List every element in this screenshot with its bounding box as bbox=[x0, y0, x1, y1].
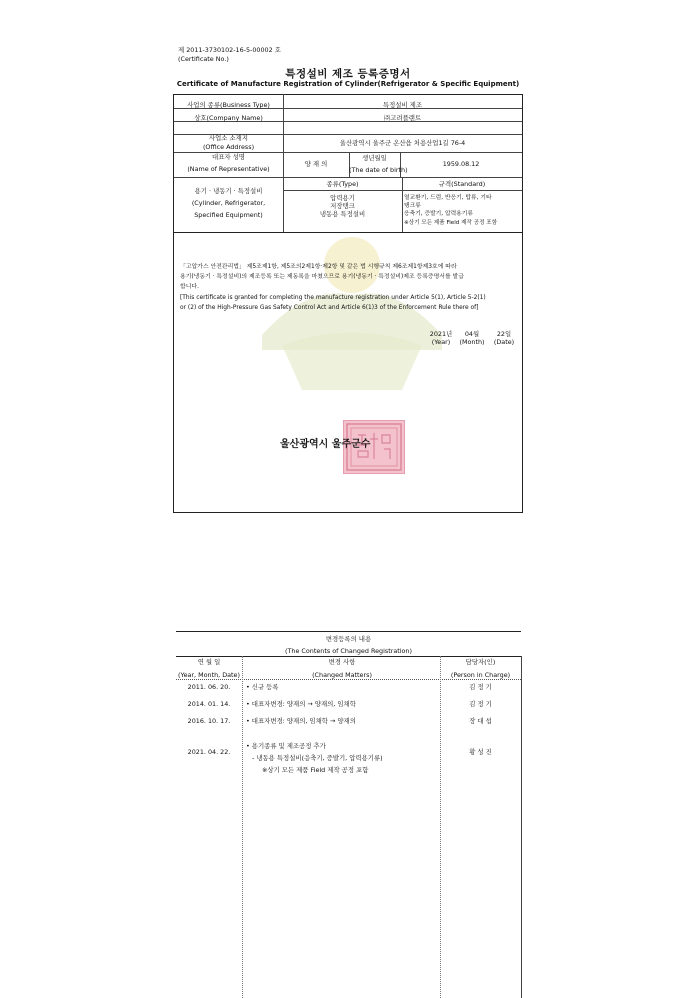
column-header-person-en: (Person in Charge) bbox=[450, 671, 511, 679]
change-person: 장 대 섭 bbox=[469, 717, 492, 725]
change-date: 2021. 04. 22. bbox=[187, 748, 231, 756]
standard-item: 열교환기, 드럼, 반응기, 탑류, 기타 bbox=[404, 195, 492, 201]
issue-day: 22일 bbox=[496, 330, 512, 338]
divider bbox=[176, 656, 521, 657]
change-matter: • 대표자변경: 양재의, 임채학 → 양재의 bbox=[246, 717, 356, 725]
change-date: 2014. 01. 14. bbox=[187, 700, 231, 708]
change-matter: • 용기종류 및 제조공정 추가 bbox=[246, 742, 326, 750]
equipment-label-en-1: (Cylinder, Refrigerator, bbox=[191, 199, 266, 207]
birth-date-label: 생년월일 bbox=[362, 154, 387, 162]
certificate-number-line: 제 2011-3730102-16-5-00002 호 bbox=[178, 46, 281, 54]
divider bbox=[174, 177, 522, 178]
business-type-value: 특정설비 제조 bbox=[382, 101, 423, 109]
issue-month: 04월 bbox=[464, 330, 480, 338]
change-person: 김 정 기 bbox=[469, 683, 492, 691]
change-matter: • 대표자변경: 양재의 → 양재의, 임채학 bbox=[246, 700, 356, 708]
representative-value: 양 재 의 bbox=[304, 160, 328, 168]
changes-title-english: (The Contents of Changed Registration) bbox=[285, 647, 412, 655]
changes-top-rule bbox=[176, 631, 521, 632]
certificate-body-ko: 합니다. bbox=[180, 284, 199, 290]
certificate-body-en: or (2) of the High-Pressure Gas Safety Control Act and Article 6(1)3 of the Enforcement Rule there of] bbox=[180, 305, 479, 311]
standard-item: 탱크류 bbox=[404, 203, 421, 209]
column-header-date-en: (Year, Month, Date) bbox=[178, 671, 240, 679]
change-person: 황 성 진 bbox=[469, 748, 492, 756]
representative-label: 대표자 성명 bbox=[212, 153, 245, 161]
representative-label-en: (Name of Representative) bbox=[187, 165, 270, 173]
column-header-matter: 변경 사항 bbox=[328, 658, 356, 666]
column-divider bbox=[242, 656, 243, 998]
certificate-number bbox=[178, 46, 281, 63]
column-header-matter-en: (Changed Matters) bbox=[312, 671, 372, 679]
change-matter-detail: - 냉동용 특정설비(응축기, 증발기, 압력용기류) bbox=[252, 754, 383, 762]
office-address-value: 울산광역시 울주군 온산읍 처용산업1길 76-4 bbox=[339, 139, 466, 147]
company-name-value: ㈜고려플랜트 bbox=[383, 114, 422, 122]
change-matter-note: ※상기 모든 제품 Field 제작 공정 포함 bbox=[262, 766, 369, 774]
type-item: 저장탱크 bbox=[330, 202, 355, 210]
equipment-label: 용기 · 냉동기 · 특정설비 bbox=[194, 187, 263, 195]
office-address-label-en: (Office Address) bbox=[202, 143, 255, 151]
issuer-name: 울산광역시 울주군수 bbox=[280, 439, 371, 450]
birth-date-value: 1959.08.12 bbox=[442, 160, 480, 168]
certificate-title-korean: 특정설비 제조 등록증명서 bbox=[285, 68, 411, 80]
divider bbox=[174, 232, 522, 233]
certificate-body-ko: 「고압가스 안전관리법」 제5조제1항, 제5조의2제1항·제2항 및 같은 법 시행규칙 제6조제1항제3호에 따라 bbox=[180, 264, 457, 270]
certificate-number-label: (Certificate No.) bbox=[178, 54, 229, 63]
certificate-body-en: [This certificate is granted for completing the manufacture registration under Article 5(1), Article 5-2(1) bbox=[180, 295, 486, 301]
changes-title-korean: 변경등록의 내용 bbox=[325, 635, 372, 643]
standard-header: 규격(Standard) bbox=[438, 180, 486, 188]
equipment-label-en-2: Specified Equipment) bbox=[194, 211, 263, 219]
type-item: 냉동용 특정설비 bbox=[319, 210, 366, 218]
company-name-label: 상호(Company Name) bbox=[194, 114, 263, 122]
standard-item: 응축기, 증발기, 압력용기류 bbox=[404, 211, 473, 217]
column-divider bbox=[521, 656, 522, 998]
divider bbox=[176, 679, 521, 680]
change-date: 2016. 10. 17. bbox=[187, 717, 231, 725]
issue-year: 2021년 bbox=[429, 330, 453, 338]
office-address-label: 사업소 소재지 bbox=[208, 134, 249, 142]
business-type-label: 사업의 종류(Business Type) bbox=[187, 101, 270, 109]
issue-day-label: (Date) bbox=[493, 338, 515, 346]
birth-date-label-en: (The date of birth) bbox=[349, 166, 408, 174]
change-date: 2011. 06. 20. bbox=[187, 683, 231, 691]
type-header: 종류(Type) bbox=[326, 180, 359, 188]
certificate-body-ko: 용기(냉동기 · 특정설비)의 제조등록 또는 제동록을 마쳤으므로 용기(냉동기 · 특정설비)제조 등록증명서를 발급 bbox=[180, 274, 464, 280]
change-person: 김 정 기 bbox=[469, 700, 492, 708]
type-item: 압력용기 bbox=[330, 194, 355, 202]
column-header-person: 담당자(인) bbox=[465, 658, 496, 666]
issue-year-label: (Year) bbox=[431, 338, 451, 346]
change-matter: • 신규 등록 bbox=[246, 683, 279, 691]
issue-month-label: (Month) bbox=[459, 338, 485, 346]
standard-note: ※상기 모든 제품 Field 제작 공정 포함 bbox=[404, 220, 498, 226]
column-header-date: 연 월 일 bbox=[197, 658, 221, 666]
certificate-title-english: Certificate of Manufacture Registration of Cylinder(Refrigerator & Specific Equipment) bbox=[176, 80, 520, 88]
